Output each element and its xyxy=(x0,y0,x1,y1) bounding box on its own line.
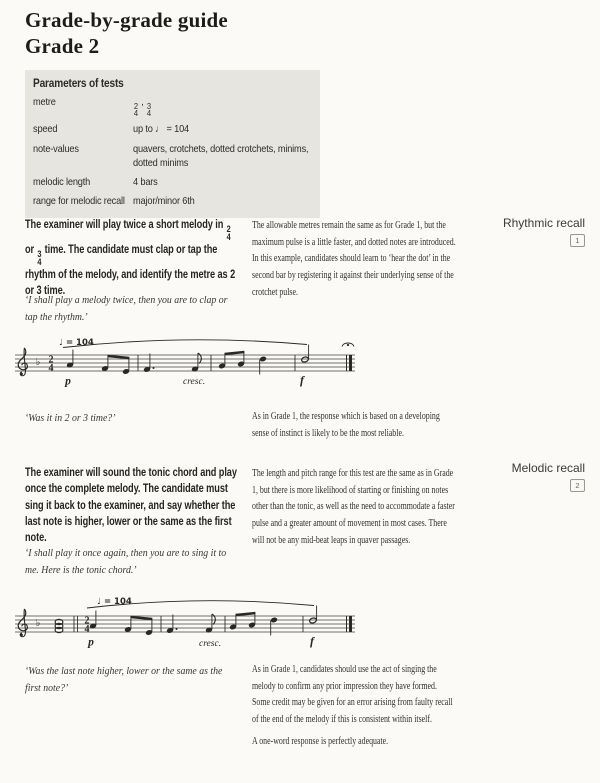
param-label-range: range for melodic recall xyxy=(33,195,125,208)
tempo-marking: ♩ = 104 xyxy=(59,338,94,348)
rhythmic-margin-label: Rhythmic recall xyxy=(502,216,585,230)
time-signature-top: 2 xyxy=(84,615,90,627)
dynamic-forte: f xyxy=(300,373,304,387)
brief-text: time. The candidate must clap or tap the rhythm of the melody, and identify the metre as 2 or 3 time. xyxy=(25,243,236,297)
fraction-numerator: 2 xyxy=(226,224,231,235)
param-value-note-values xyxy=(133,142,332,170)
rhythmic-recall-brief xyxy=(25,217,241,299)
metre-fraction-1 xyxy=(133,100,138,119)
melodic-question: ‘Was the last note higher, lower or the same as the first note?’ xyxy=(25,665,223,694)
bar-4-notes xyxy=(309,606,317,624)
param-row-melodic-length xyxy=(33,175,310,189)
time-signature-top: 2 xyxy=(48,354,54,366)
brief-text: or xyxy=(25,243,35,256)
rhythmic-margin-note xyxy=(455,216,585,247)
metre-separator: , xyxy=(141,96,144,108)
final-barline xyxy=(346,616,352,632)
quaver-flag xyxy=(212,614,215,625)
fraction-numerator: 3 xyxy=(146,100,151,111)
brief-fraction-1 xyxy=(227,226,231,242)
fermata-icon xyxy=(342,343,354,347)
param-label-metre: metre xyxy=(33,96,56,108)
test-number-badge: 2 xyxy=(570,479,585,492)
tonic-chord xyxy=(55,619,63,632)
melodic-question-commentary: As in Grade 1, candidates should use the act of singing the melody to confirm any prior impression they have formed. Some credit may be given for an error arising from faulty recall of the end of the melody if this is consistent within itself. xyxy=(252,663,453,726)
param-label-note-values: note-values xyxy=(33,142,79,155)
param-value-speed: up to ♩ = 104 xyxy=(133,123,190,136)
melodic-recall-score xyxy=(13,594,373,652)
param-label-melodic-length: melodic length xyxy=(33,176,91,188)
note-values-line-2: dotted minims xyxy=(133,156,189,169)
time-signature xyxy=(49,354,54,374)
tempo-marking: ♩ = 104 xyxy=(97,597,132,607)
melodic-margin-label: Melodic recall xyxy=(511,461,585,475)
metre-fraction-2 xyxy=(146,100,151,119)
melodic-examiner-script: ‘I shall play it once again, then you are to sing it to me. Here is the tonic chord.’ xyxy=(25,547,227,576)
param-value-metre xyxy=(133,95,289,117)
parameters-heading-text: Parameters of tests xyxy=(33,78,124,90)
param-value-melodic-length: 4 bars xyxy=(133,176,158,188)
crescendo-marking: cresc. xyxy=(199,639,222,649)
dynamic-piano: p xyxy=(88,636,94,649)
melodic-margin-note xyxy=(455,461,585,492)
brief-fraction-2 xyxy=(37,248,42,267)
brief-text: The examiner will play twice a short melody in xyxy=(25,219,224,231)
treble-clef-icon xyxy=(18,348,27,376)
time-signature-bottom: 4 xyxy=(84,624,90,635)
dynamic-piano: p xyxy=(65,375,71,388)
slur xyxy=(63,340,307,348)
dynamic-forte: f xyxy=(310,634,314,648)
fraction-numerator: 2 xyxy=(133,100,138,111)
staff-lines xyxy=(15,616,355,632)
treble-clef-icon xyxy=(18,609,27,637)
melodic-recall-brief: The examiner will sound the tonic chord and play once the complete melody. The candidate must sing it back to the examiner, and say whether the last note is higher, lower or the same as the first note. xyxy=(25,467,237,545)
flat-key-signature: ♭ xyxy=(35,357,41,368)
rhythmic-question-commentary: As in Grade 1, the response which is based on a developing sense of instinct is likely to be the most reliable. xyxy=(252,410,440,439)
parameters-box xyxy=(25,70,320,218)
param-row-speed xyxy=(33,122,310,136)
final-barline xyxy=(346,355,352,371)
fraction-denominator: 4 xyxy=(226,231,231,242)
page-title: Grade-by-grade guide xyxy=(25,8,228,32)
param-label-speed: speed xyxy=(33,123,58,136)
melodic-commentary: The length and pitch range for this test are the same as in Grade 1, but there is more likelihood of starting or finishing on notes other than the tonic, as well as the need to accommodate a faster pulse and a greater amount of movement in most cases. There will not be any mid-beat leaps in quaver passages. xyxy=(252,467,455,546)
grade-heading: Grade 2 xyxy=(25,34,100,58)
time-signature-bottom: 4 xyxy=(48,363,54,374)
flat-key-signature: ♭ xyxy=(35,618,41,629)
test-number-badge: 1 xyxy=(570,234,585,247)
fraction-denominator: 4 xyxy=(146,108,151,119)
param-row-note-values xyxy=(33,142,310,170)
crescendo-marking: cresc. xyxy=(183,377,206,387)
param-row-range xyxy=(33,194,310,208)
rhythmic-recall-score xyxy=(13,333,373,391)
time-signature xyxy=(85,615,90,635)
rhythmic-commentary: The allowable metres remain the same as for Grade 1, but the maximum pulse is a little faster, and dotted notes are introduced. In this example, candidates should learn to ‘hear the dot’ in the second bar by registering it against their underlying sense of the crotchet pulse. xyxy=(252,219,456,298)
rhythmic-examiner-script: ‘I shall play a melody twice, then you are to clap or tap the rhythm.’ xyxy=(25,294,228,323)
quaver-flag xyxy=(198,353,201,364)
parameters-heading xyxy=(33,78,310,90)
fraction-denominator: 4 xyxy=(37,256,42,267)
rhythmic-question: ‘Was it in 2 or 3 time?’ xyxy=(25,412,116,424)
fraction-numerator: 3 xyxy=(37,248,42,259)
param-row-metre xyxy=(33,95,310,117)
bar-4-notes xyxy=(301,345,309,363)
melodic-question-commentary-2: A one-word response is perfectly adequate. xyxy=(252,735,389,747)
note-values-line-1: quavers, crotchets, dotted crotchets, minims, xyxy=(133,142,309,155)
fraction-denominator: 4 xyxy=(133,108,138,119)
param-value-range: major/minor 6th xyxy=(133,195,195,208)
